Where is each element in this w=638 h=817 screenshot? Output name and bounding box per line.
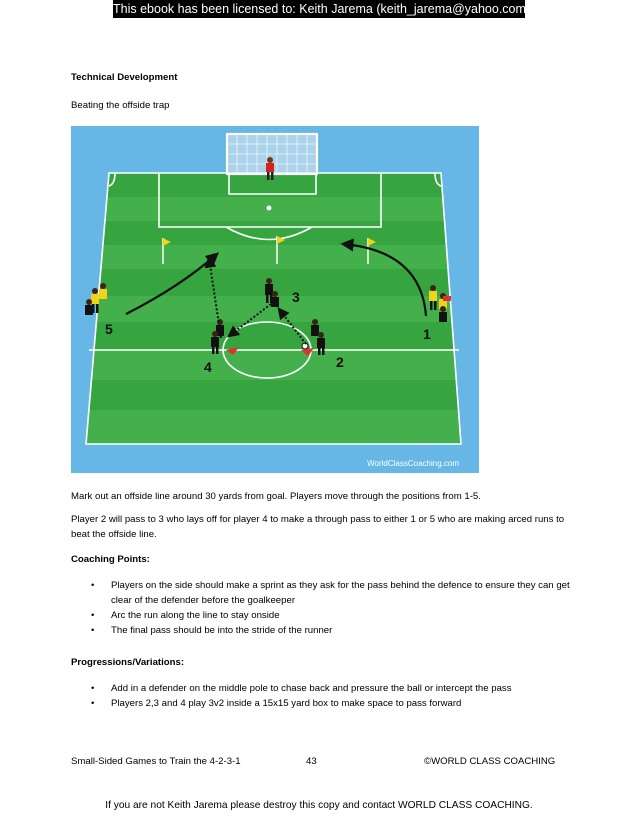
progressions-title: Progressions/Variations:: [71, 657, 185, 668]
footer-book-title: Small-Sided Games to Train the 4-2-3-1: [71, 756, 241, 767]
footer-copyright: ©WORLD CLASS COACHING: [424, 756, 556, 767]
list-item: • Arc the run along the line to stay onside: [71, 609, 571, 624]
pitch-surface: [71, 173, 479, 444]
player-number-1: 1: [423, 326, 431, 342]
attacker-1: [439, 306, 447, 322]
list-item: • The final pass should be into the stride of the runner: [71, 624, 571, 639]
list-item: • Players 2,3 and 4 play 3v2 inside a 15x15 yard box to make space to pass forward: [71, 697, 571, 712]
player-number-5: 5: [105, 321, 113, 337]
soccer-pitch-diagram: [71, 126, 479, 473]
list-item: • Players on the side should make a sprint as they ask for the pass behind the defence to ensure they can get clear of the defender before the goalkeeper: [91, 580, 570, 606]
bullet-icon: •: [91, 580, 95, 591]
description-paragraph: Player 2 will pass to 3 who lays off for player 4 to make a through pass to either 1 or 5 who are making arced runs to beat the offside line.: [71, 514, 565, 540]
coaching-points-list: [71, 579, 571, 638]
list-item: • Add in a defender on the middle pole to chase back and pressure the ball or intercept the pass: [71, 682, 571, 697]
license-banner: This ebook has been licensed to: Keith Jarema (keith_jarema@yahoo.com): [113, 2, 531, 16]
footer-page-number: 43: [306, 756, 317, 767]
bullet-icon: •: [91, 624, 95, 636]
progressions-list: [71, 682, 571, 712]
section-heading: Technical Development: [71, 72, 178, 83]
player-number-3: 3: [292, 289, 300, 305]
bullet-icon: •: [91, 697, 95, 709]
attacker-5: [85, 299, 93, 315]
license-warning: If you are not Keith Jarema please destroy this copy and contact WORLD CLASS COACHING.: [105, 800, 533, 811]
player-number-4: 4: [204, 359, 212, 375]
bullet-icon: •: [91, 683, 95, 694]
coaching-points-title: Coaching Points:: [71, 554, 150, 565]
bullet-icon: •: [91, 609, 95, 621]
section-subheading: Beating the offside trap: [71, 100, 170, 111]
tactical-diagram: [71, 126, 479, 473]
description-paragraph: Mark out an offside line around 30 yards from goal. Players move through the positions from 1-5.: [71, 491, 481, 502]
player-number-2: 2: [336, 354, 344, 370]
penalty-spot: [267, 206, 272, 211]
diagram-watermark: WorldClassCoaching.com: [367, 459, 459, 468]
